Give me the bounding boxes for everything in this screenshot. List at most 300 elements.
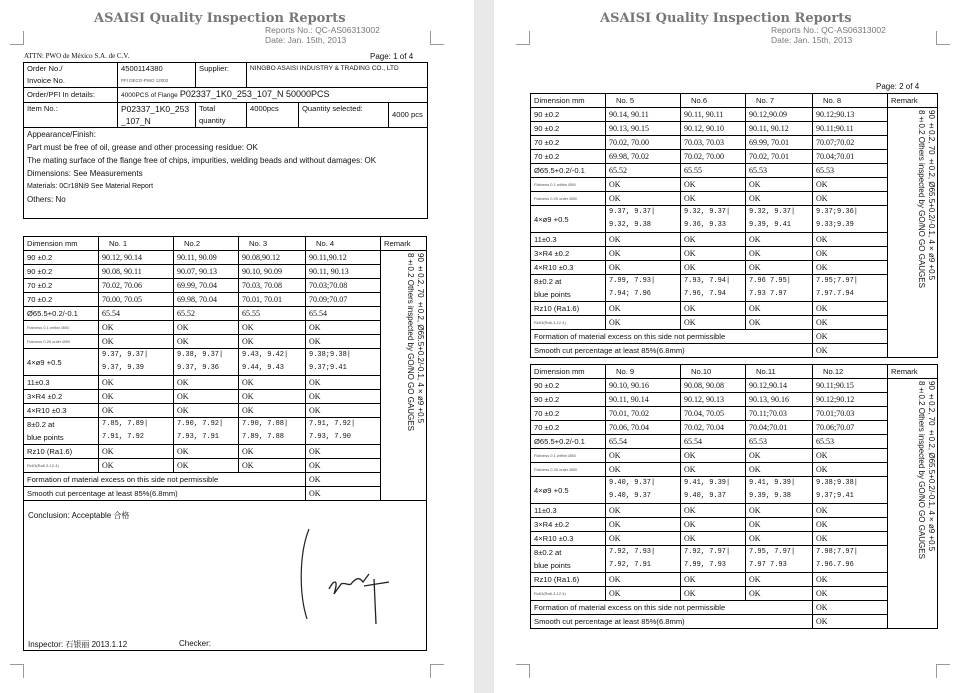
table-row — [531, 379, 938, 393]
measurement-value: 9.41, 9.39|9.40, 9.37 — [684, 479, 731, 500]
crop-mark — [10, 31, 24, 45]
measurement-cell: OK — [306, 335, 381, 349]
measurement-cell: 90.07, 90.13 — [174, 265, 239, 279]
measurement-cell: OK — [606, 573, 681, 587]
measurement-cell: 65.54 — [606, 435, 681, 449]
dimension-label: 70 ±0.2 — [531, 136, 606, 150]
measurement-cell: OK — [606, 233, 681, 247]
supplier-name: NINGBO ASAISI INDUSTRY & TRADING CO., LTD — [247, 63, 428, 88]
measurement-cell: OK — [813, 302, 888, 316]
crop-mark — [516, 31, 530, 45]
measurement-cell: OK — [681, 449, 746, 463]
measurement-cell — [746, 206, 813, 233]
order-details: 4000PCS of Flange P02337_1K0_253_107_N 50000PCS — [118, 88, 428, 103]
measurement-cell — [681, 206, 746, 233]
table-row — [531, 407, 938, 421]
measurement-cell — [174, 349, 239, 376]
item-number: P02337_1K0_253_107_N — [118, 103, 196, 128]
measurement-cell — [306, 349, 381, 376]
requirement-label: Smooth cut percentage at least 85%(6.8mm) — [24, 487, 306, 501]
table-row — [24, 376, 427, 390]
measurement-cell — [813, 546, 888, 573]
table-row — [531, 316, 938, 330]
dimension-label: 90 ±0.2 — [24, 265, 99, 279]
measurement-cell: OK — [606, 518, 681, 532]
measurement-cell: OK — [606, 316, 681, 330]
measurement-cell: 70.09;70.07 — [306, 293, 381, 307]
measurement-value: 9.32, 9.37|9.39, 9.41 — [749, 208, 796, 229]
report-date: Date: Jan. 15th, 2013 — [265, 35, 347, 45]
dimension-label: Ø65.5+0.2/-0.1 — [531, 164, 606, 178]
measurement-value: 9.38;9.38|9.37;9.41 — [816, 479, 859, 500]
measurement-cell: 70.07;70.02 — [813, 136, 888, 150]
result-cell: OK — [306, 473, 381, 487]
dimension-label: Flatness 0.1 within Ø80 — [531, 178, 606, 192]
measurement-cell: OK — [306, 404, 381, 418]
measurement-cell: 70.03, 70.03 — [681, 136, 746, 150]
requirement-label: Formation of material excess on this side not permissible — [24, 473, 306, 487]
measurement-cell: 70.06, 70.04 — [606, 421, 681, 435]
dimension-label: Rz63(Ra6.3-12.4) — [24, 459, 99, 473]
inspector: Inspector: 石银丽 2013.1.12 — [28, 640, 128, 649]
crop-mark — [516, 664, 530, 678]
table-row — [24, 390, 427, 404]
report-title: ASAISI Quality Inspection Reports — [600, 11, 852, 26]
header-remark: Remark — [888, 94, 938, 108]
header-sample: No.11 — [746, 365, 813, 379]
measurement-cell: 65.52 — [174, 307, 239, 321]
measurement-cell: OK — [99, 404, 174, 418]
measurement-cell: OK — [99, 335, 174, 349]
dimension-label: Ø65.5+0.2/-0.1 — [531, 435, 606, 449]
measurement-cell: 90.13, 90.15 — [606, 122, 681, 136]
measurement-cell: OK — [306, 321, 381, 335]
measurement-cell: OK — [681, 261, 746, 275]
measurement-cell: OK — [606, 504, 681, 518]
measurement-cell: 90.12,90.14 — [746, 379, 813, 393]
dimension-label: 70 ±0.2 — [531, 421, 606, 435]
measurement-cell: 90.08, 90.08 — [681, 379, 746, 393]
measurement-cell: 90.12, 90.14 — [99, 251, 174, 265]
measurement-cell: OK — [746, 449, 813, 463]
measurement-value: 9.41, 9.39|9.39, 9.38 — [749, 479, 796, 500]
order-invoice-label: Order No./ Invoice No. — [24, 63, 118, 88]
table-row — [531, 573, 938, 587]
dimension-label: Rz10 (Ra1.6) — [531, 573, 606, 587]
header-sample: No.2 — [174, 237, 239, 251]
dimension-label: 90 ±0.2 — [531, 108, 606, 122]
item-label: Item No.: — [24, 103, 118, 128]
measurement-cell: 90.11, 90.13 — [306, 265, 381, 279]
header-sample: No.6 — [681, 94, 746, 108]
quantity-selected: 4000 pcs — [389, 103, 428, 128]
measurement-cell: OK — [746, 463, 813, 477]
order-number: 4500114380 — [121, 64, 163, 73]
measurement-cell: OK — [306, 390, 381, 404]
measurement-cell — [306, 418, 381, 445]
measurement-cell: OK — [606, 587, 681, 601]
measurement-cell: 90.13, 90.16 — [746, 393, 813, 407]
measurement-cell: OK — [813, 587, 888, 601]
header-sample: No. 9 — [606, 365, 681, 379]
table-row — [531, 449, 938, 463]
measurement-cell: OK — [99, 459, 174, 473]
measurement-cell: 90.10, 90.09 — [239, 265, 306, 279]
measurement-cell: OK — [174, 445, 239, 459]
remark-cell: 90 ±0.2, 70 ±0.2, Ø65.5+0.2/-0.1, 4×ø9 +0.5 8±0.2 Others inspected by GO/NO GO GAUGES — [888, 108, 938, 358]
table-row — [24, 251, 427, 265]
measurement-cell: 90.14, 90.11 — [606, 108, 681, 122]
header-dimension: Dimension mm — [24, 237, 99, 251]
measurement-cell — [813, 477, 888, 504]
measurement-value: 7.92, 7.97|7.99, 7.93 — [684, 548, 731, 569]
measurement-cell: 70.03, 70.08 — [239, 279, 306, 293]
dimension-label: 70 ±0.2 — [24, 279, 99, 293]
measurement-cell: OK — [813, 532, 888, 546]
header-sample: No. 7 — [746, 94, 813, 108]
table-row — [24, 459, 427, 473]
measurement-value: 7.85, 7.89|7.91, 7.92 — [102, 420, 149, 441]
measurement-cell: OK — [681, 587, 746, 601]
measurement-cell: OK — [681, 504, 746, 518]
dimension-label: Rz10 (Ra1.6) — [531, 302, 606, 316]
measurement-cell: OK — [813, 316, 888, 330]
measurement-cell: OK — [681, 247, 746, 261]
table-row — [24, 265, 427, 279]
measurement-cell: 90.11, 90.12 — [746, 122, 813, 136]
measurement-cell: OK — [681, 302, 746, 316]
table-row — [24, 293, 427, 307]
measurement-cell: OK — [813, 261, 888, 275]
dimension-label: Flatness 0.25 outer Ø80 — [24, 335, 99, 349]
measurement-value: 9.43, 9.42|9.44, 9.43 — [242, 351, 289, 372]
measurement-cell: 65.53 — [813, 164, 888, 178]
measurement-cell: 65.55 — [239, 307, 306, 321]
measurement-cell — [681, 477, 746, 504]
measurement-cell: OK — [174, 390, 239, 404]
measurement-value: 7.93, 7.94|7.96, 7.94 — [684, 277, 731, 298]
header-sample: No.10 — [681, 365, 746, 379]
details-label: Order/PFI In details: — [24, 88, 118, 103]
measurement-cell: OK — [746, 192, 813, 206]
remark-cell: 90 ±0.2, 70 ±0.2, Ø65.5+0.2/-0.1, 4×ø9 +0.5 8±0.2 Others inspected by GO/NO GO GAUGES — [888, 379, 938, 629]
page-number: Page: 1 of 4 — [370, 52, 414, 61]
smooth-cut-row — [531, 615, 938, 629]
measurement-value: 9.38;9.38|9.37;9.41 — [309, 351, 352, 372]
table-row — [24, 279, 427, 293]
conclusion: Conclusion: Acceptable 合格 — [28, 511, 130, 520]
measurement-value: 7.90, 7.92|7.93, 7.91 — [177, 420, 224, 441]
measurement-value: 9.37, 9.37|9.37, 9.39 — [102, 351, 149, 372]
table-row — [531, 233, 938, 247]
measurement-cell: 69.98, 70.02 — [606, 150, 681, 164]
measurement-cell — [606, 477, 681, 504]
measurement-cell: OK — [174, 404, 239, 418]
measurement-table-2 — [530, 93, 938, 358]
measurement-cell: 90.10, 90.16 — [606, 379, 681, 393]
table-row — [531, 206, 938, 233]
smooth-cut-row — [531, 344, 938, 358]
table-row — [24, 321, 427, 335]
report-title: ASAISI Quality Inspection Reports — [94, 11, 346, 26]
measurement-cell: 90.08,90.12 — [239, 251, 306, 265]
dimension-label: 90 ±0.2 — [531, 379, 606, 393]
measurement-cell: OK — [306, 459, 381, 473]
measurement-cell: 70.02, 70.01 — [746, 150, 813, 164]
measurement-cell — [239, 418, 306, 445]
measurement-cell: 65.54 — [306, 307, 381, 321]
measurement-cell: 65.55 — [681, 164, 746, 178]
measurement-cell: OK — [174, 335, 239, 349]
table-row — [531, 421, 938, 435]
dimension-label: Flatness 0.25 outer Ø80 — [531, 463, 606, 477]
requirement-label: Smooth cut percentage at least 85%(6.8mm) — [531, 615, 813, 629]
table-header-row — [531, 94, 938, 108]
invoice-number: PFI DECO-PWO 12002 — [121, 78, 169, 83]
measurement-cell: OK — [681, 573, 746, 587]
dimension-label: 3×R4 ±0.2 — [531, 518, 606, 532]
reports-number: Reports No.: QC-AS06313002 — [771, 25, 886, 35]
table-row — [531, 122, 938, 136]
measurement-value: 9.37, 9.37|9.32, 9.38 — [609, 208, 656, 229]
measurement-cell — [746, 477, 813, 504]
measurement-cell: OK — [681, 316, 746, 330]
header-remark: Remark — [888, 365, 938, 379]
dimension-label: Flatness 0.1 within Ø80 — [24, 321, 99, 335]
measurement-cell: 70.01, 70.01 — [239, 293, 306, 307]
dimension-label: Rz63(Ra6.3-12.4) — [531, 316, 606, 330]
header-sample: No. 3 — [239, 237, 306, 251]
table-row — [24, 349, 427, 376]
header-dimension: Dimension mm — [531, 365, 606, 379]
table-row — [531, 463, 938, 477]
measurement-cell: OK — [306, 376, 381, 390]
measurement-cell: OK — [606, 532, 681, 546]
dimension-label: 11±0.3 — [531, 233, 606, 247]
table-header-row — [531, 365, 938, 379]
supplier-label: Supplier: — [196, 63, 247, 88]
measurement-value: 7.95, 7.97|7.97 7.93 — [749, 548, 796, 569]
measurement-cell: OK — [606, 261, 681, 275]
measurement-table-1 — [23, 236, 427, 501]
table-row — [24, 404, 427, 418]
dimension-label: 4×R10 ±0.3 — [24, 404, 99, 418]
measurement-cell: OK — [239, 445, 306, 459]
header-sample: No. 4 — [306, 237, 381, 251]
measurement-cell: OK — [746, 518, 813, 532]
measurement-cell: OK — [239, 404, 306, 418]
table-row — [24, 307, 427, 321]
measurement-cell: OK — [239, 376, 306, 390]
table-row — [531, 302, 938, 316]
measurement-cell: 70.00, 70.05 — [99, 293, 174, 307]
dimension-label: Rz10 (Ra1.6) — [24, 445, 99, 459]
crop-mark — [10, 664, 24, 678]
measurement-cell: 90.12, 90.10 — [681, 122, 746, 136]
measurement-cell: OK — [746, 316, 813, 330]
checker-label: Checker: — [179, 639, 212, 648]
dimension-label: 8±0.2 at blue points — [531, 546, 606, 573]
measurement-cell: OK — [606, 247, 681, 261]
requirement-label: Formation of material excess on this side not permissible — [531, 330, 813, 344]
report-page-2 — [494, 0, 973, 693]
measurement-cell: OK — [99, 445, 174, 459]
measurement-cell — [606, 275, 681, 302]
measurement-cell: 90.12,90.09 — [746, 108, 813, 122]
measurement-cell: 70.06;70.07 — [813, 421, 888, 435]
total-quantity: 4000pcs — [247, 103, 299, 128]
dimension-label: Flatness 0.25 outer Ø80 — [531, 192, 606, 206]
table-row — [531, 546, 938, 573]
measurement-cell: OK — [606, 178, 681, 192]
measurement-cell: 90.11;90.11 — [813, 122, 888, 136]
table-row — [531, 192, 938, 206]
table-row — [531, 518, 938, 532]
measurement-cell: OK — [681, 178, 746, 192]
crop-mark — [430, 664, 444, 678]
table-row — [531, 532, 938, 546]
table-row — [531, 247, 938, 261]
table-row — [531, 587, 938, 601]
result-cell: OK — [813, 330, 888, 344]
dimension-label: 70 ±0.2 — [531, 407, 606, 421]
dimension-label: 11±0.3 — [24, 376, 99, 390]
measurement-value: 7.96 7.95|7.93 7.97 — [749, 277, 792, 298]
table-row — [531, 136, 938, 150]
measurement-cell: OK — [606, 192, 681, 206]
requirement-label: Smooth cut percentage at least 85%(6.8mm) — [531, 344, 813, 358]
measurement-cell: 65.53 — [813, 435, 888, 449]
table-row — [24, 335, 427, 349]
measurement-cell: OK — [746, 233, 813, 247]
table-row — [531, 178, 938, 192]
measurement-cell — [813, 206, 888, 233]
measurement-cell: OK — [813, 573, 888, 587]
measurement-cell: 70.03;70.08 — [306, 279, 381, 293]
table-row — [531, 108, 938, 122]
measurement-cell — [239, 349, 306, 376]
result-cell: OK — [813, 601, 888, 615]
measurement-cell: OK — [813, 504, 888, 518]
measurement-cell: OK — [681, 463, 746, 477]
measurement-cell: OK — [813, 247, 888, 261]
measurement-cell: OK — [174, 459, 239, 473]
measurement-cell — [99, 349, 174, 376]
measurement-cell: OK — [606, 463, 681, 477]
measurement-cell: OK — [239, 390, 306, 404]
measurement-cell: OK — [813, 233, 888, 247]
measurement-cell: OK — [174, 321, 239, 335]
measurement-cell: 69.99, 70.04 — [174, 279, 239, 293]
measurement-cell: 90.11,90.12 — [306, 251, 381, 265]
measurement-cell: 70.01, 70.02 — [606, 407, 681, 421]
table-row — [531, 164, 938, 178]
quantity-selected-label: Quantity selected: — [299, 103, 389, 128]
remark-cell: 90 ±0.2, 70 ±0.2, Ø65.5+0.2/-0.1, 4×ø9 +0.5 8±0.2 Others inspected by GO/NO GO GAUGES — [381, 251, 427, 501]
dimension-label: 70 ±0.2 — [24, 293, 99, 307]
dimension-label: 4×R10 ±0.3 — [531, 261, 606, 275]
measurement-cell: 90.11, 90.14 — [606, 393, 681, 407]
measurement-table-3 — [530, 364, 938, 629]
measurement-cell: OK — [306, 445, 381, 459]
measurement-value: 7.91, 7.92|7.93, 7.90 — [309, 420, 356, 441]
crop-mark — [430, 31, 444, 45]
measurement-cell: 65.53 — [746, 435, 813, 449]
measurement-cell: 90.08, 90.11 — [99, 265, 174, 279]
table-row — [531, 150, 938, 164]
formation-row — [24, 473, 427, 487]
measurement-cell — [606, 206, 681, 233]
measurement-cell: 90.12;90.12 — [813, 393, 888, 407]
table-row — [24, 418, 427, 445]
dimension-label: 90 ±0.2 — [531, 122, 606, 136]
measurement-cell: 90.11;90.15 — [813, 379, 888, 393]
measurement-cell: OK — [746, 504, 813, 518]
measurement-value: 7.92, 7.93|7.92, 7.91 — [609, 548, 656, 569]
formation-row — [531, 330, 938, 344]
page-number: Page: 2 of 4 — [876, 82, 920, 91]
measurement-cell — [606, 546, 681, 573]
measurement-cell: 69.99, 70.01 — [746, 136, 813, 150]
measurement-value: 9.37;9.36|9.33;9.39 — [816, 208, 859, 229]
measurement-cell — [99, 418, 174, 445]
measurement-cell: 70.04, 70.05 — [681, 407, 746, 421]
reports-number: Reports No.: QC-AS06313002 — [265, 25, 380, 35]
measurement-cell: 70.04;70.01 — [746, 421, 813, 435]
table-header-row — [24, 237, 427, 251]
measurement-cell: OK — [746, 532, 813, 546]
result-cell: OK — [306, 487, 381, 501]
measurement-value: 7.95;7.97|7.97.7.94 — [816, 277, 859, 298]
measurement-cell: 70.04;70.01 — [813, 150, 888, 164]
measurement-cell — [681, 546, 746, 573]
table-row — [24, 445, 427, 459]
measurement-cell: 90.11, 90.09 — [174, 251, 239, 265]
dimension-label: 3×R4 ±0.2 — [24, 390, 99, 404]
crop-mark — [936, 664, 950, 678]
result-cell: OK — [813, 615, 888, 629]
measurement-value: 9.40, 9.37|9.40, 9.37 — [609, 479, 656, 500]
dimension-label: 4×ø9 +0.5 — [24, 349, 99, 376]
measurement-cell: OK — [746, 247, 813, 261]
total-quantity-label: Total quantity — [196, 103, 247, 128]
report-page-1 — [0, 0, 474, 693]
measurement-cell: OK — [813, 178, 888, 192]
dimension-label: 3×R4 ±0.2 — [531, 247, 606, 261]
order-info-table — [23, 62, 428, 219]
measurement-cell: OK — [746, 573, 813, 587]
measurement-cell — [174, 418, 239, 445]
measurement-cell: 65.54 — [681, 435, 746, 449]
dimension-label: 8±0.2 at blue points — [24, 418, 99, 445]
header-sample: No. 5 — [606, 94, 681, 108]
dimension-label: 90 ±0.2 — [531, 393, 606, 407]
dimension-label: 4×ø9 +0.5 — [531, 206, 606, 233]
measurement-cell: 70.02, 70.00 — [606, 136, 681, 150]
attn: ATTN: PWO de México S.A. de C.V. — [24, 52, 130, 60]
measurement-cell: OK — [746, 178, 813, 192]
measurement-value: 7.99, 7.93|7.94; 7.96 — [609, 277, 656, 298]
measurement-cell: 65.54 — [99, 307, 174, 321]
measurement-cell — [746, 546, 813, 573]
measurement-cell: 90.11, 90.11 — [681, 108, 746, 122]
signature — [279, 524, 409, 634]
report-date: Date: Jan. 15th, 2013 — [771, 35, 853, 45]
measurement-cell: 70.02, 70.00 — [681, 150, 746, 164]
measurement-cell — [813, 275, 888, 302]
table-row — [531, 435, 938, 449]
dimension-label: Ø65.5+0.2/-0.1 — [24, 307, 99, 321]
